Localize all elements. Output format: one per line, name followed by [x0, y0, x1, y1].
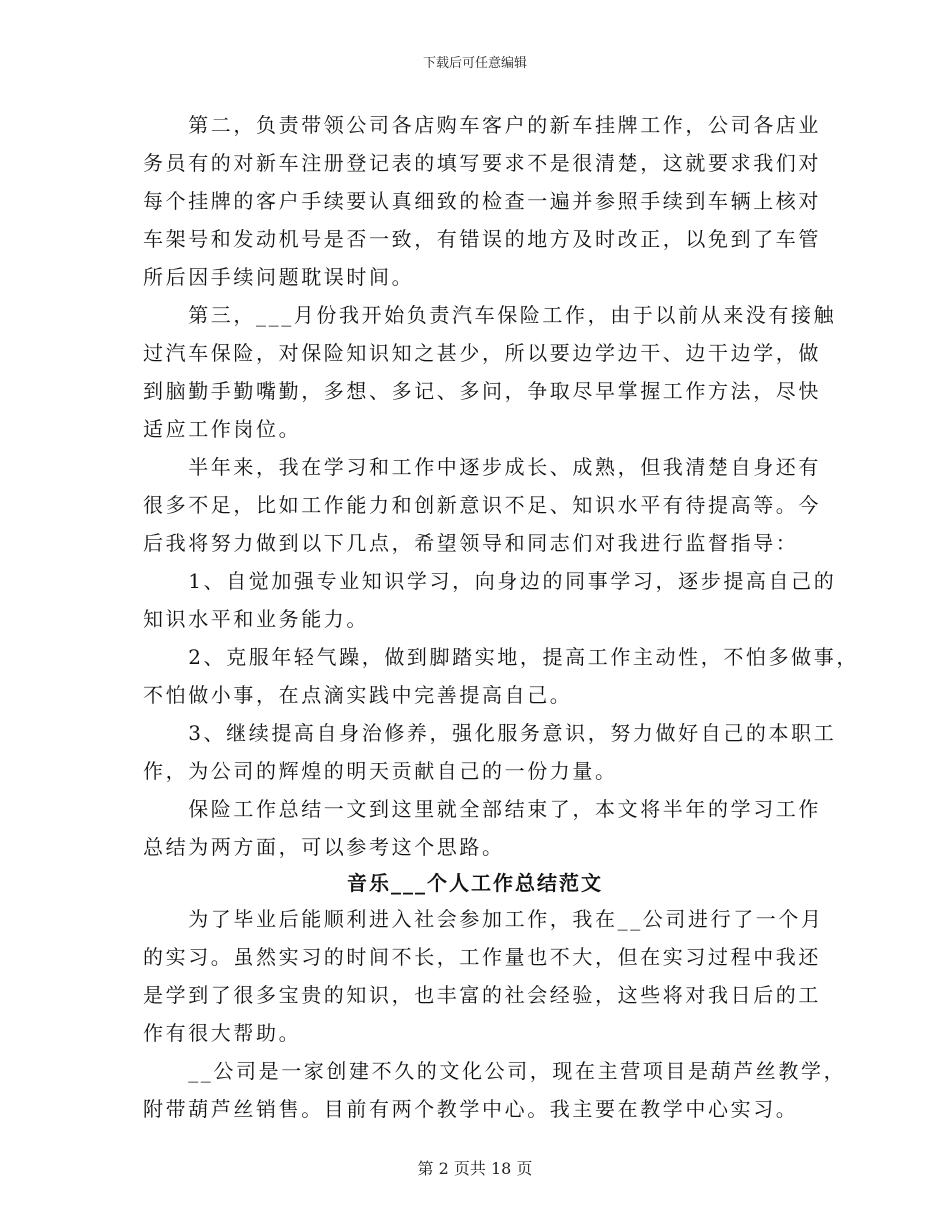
paragraph-line: 为了毕业后能顺利进入社会参加工作，我在__公司进行了一个月 [143, 907, 824, 931]
paragraph-line: 2、克服年轻气躁，做到脚踏实地，提高工作主动性，不怕多做事， [143, 645, 859, 669]
paragraph-line: 不怕做小事，在点滴实践中完善提高自己。 [143, 683, 573, 707]
paragraph-line: 后我将努力做到以下几点，希望领导和同志们对我进行监督指导： [143, 531, 799, 555]
paragraph-line: 过汽车保险，对保险知识知之甚少，所以要边学边干、边干边学，做 [143, 341, 821, 365]
paragraph-line: 很多不足，比如工作能力和创新意识不足、知识水平有待提高等。今 [143, 493, 821, 517]
page-footer: 第 2 页共 18 页 [417, 1159, 533, 1178]
paragraph-line: 适应工作岗位。 [143, 417, 302, 441]
paragraph-line: 每个挂牌的客户手续要认真细致的检查一遍并参照手续到车辆上核对 [143, 189, 821, 213]
paragraph-line: 第三，___月份我开始负责汽车保险工作，由于以前从来没有接触 [143, 303, 837, 327]
paragraph-line: __公司是一家创建不久的文化公司，现在主营项目是葫芦丝教学， [143, 1059, 847, 1083]
paragraph-line: 附带葫芦丝销售。目前有两个教学中心。我主要在教学中心实习。 [143, 1097, 799, 1121]
paragraph-line: 保险工作总结一文到这里就全部结束了，本文将半年的学习工作 [143, 797, 821, 821]
paragraph-line: 是学到了很多宝贵的知识，也丰富的社会经验，这些将对我日后的工 [143, 983, 821, 1007]
paragraph-line: 作，为公司的辉煌的明天贡献自己的一份力量。 [143, 759, 618, 783]
paragraph-line: 第二，负责带领公司各店购车客户的新车挂牌工作，公司各店业 [143, 113, 821, 137]
paragraph-line: 知识水平和业务能力。 [143, 607, 369, 631]
paragraph-line: 的实习。虽然实习的时间不长，工作量也不大，但在实习过程中我还 [143, 945, 821, 969]
paragraph-line: 作有很大帮助。 [143, 1021, 302, 1045]
paragraph-line: 车架号和发动机号是否一致，有错误的地方及时改正，以免到了车管 [143, 227, 821, 251]
paragraph-line: 总结为两方面，可以参考这个思路。 [143, 835, 505, 859]
paragraph-line: 到脑勤手勤嘴勤，多想、多记、多问，争取尽早掌握工作方法，尽快 [143, 379, 821, 403]
section-title: 音乐___个人工作总结范文 [347, 871, 603, 895]
page-header: 下载后可任意编辑 [422, 56, 527, 71]
paragraph-line: 半年来，我在学习和工作中逐步成长、成熟，但我清楚自身还有 [143, 455, 821, 479]
paragraph-line: 3、继续提高自身治修养，强化服务意识，努力做好自己的本职工 [143, 721, 837, 745]
paragraph-line: 所后因手续问题耽误时间。 [143, 265, 415, 289]
paragraph-line: 1、自觉加强专业知识学习，向身边的同事学习，逐步提高自己的 [143, 569, 837, 593]
paragraph-line: 务员有的对新车注册登记表的填写要求不是很清楚，这就要求我们对 [143, 151, 821, 175]
